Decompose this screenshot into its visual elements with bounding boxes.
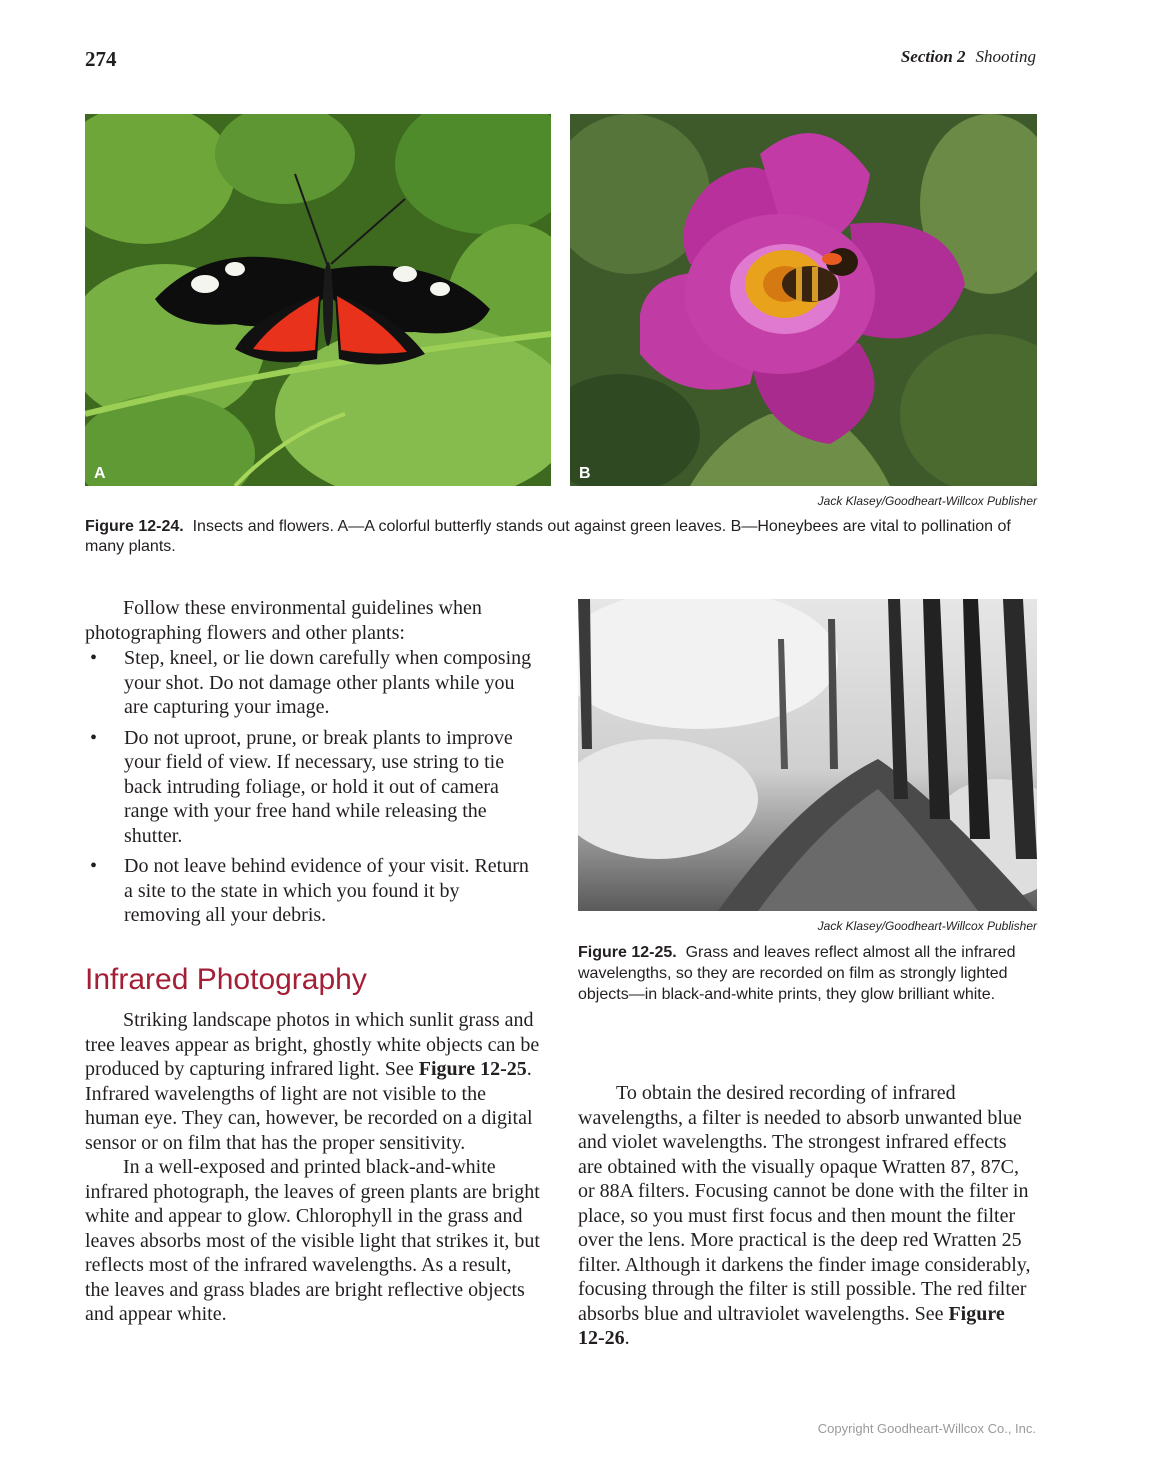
figure-12-25-reference: Figure 12-25 bbox=[418, 1058, 527, 1080]
section-label: Section 2 bbox=[900, 47, 966, 66]
copyright-footer: Copyright Goodheart-Willcox Co., Inc. bbox=[817, 1421, 1036, 1436]
running-header bbox=[901, 47, 1036, 67]
list-item: • Do not leave behind evidence of your visit. Return a site to the state in which you found it by removing all your debris. bbox=[85, 854, 540, 928]
guidelines-list bbox=[85, 646, 540, 928]
filter-text-start: To obtain the desired recording of infrared wavelengths, a filter is needed to absorb unwanted blue and violet wavelengths. The strongest infrared effects are obtained with the visually opaque Wratten 87, 87C, or 88A filters. Focusing cannot be done with the filter in place, so you must first focus and then mount the filter over the lens. More practical is the deep red Wratten 25 filter. Although it darkens the finder image considerably, focusing through the filter is still possible. The red filter absorbs blue and ultraviolet wavelengths. See bbox=[578, 1082, 1031, 1325]
list-item: • Step, kneel, or lie down carefully when composing your shot. Do not damage other plants while you are capturing your image. bbox=[85, 646, 540, 720]
figure-12-24-caption-text: Insects and flowers. A—A colorful butterfly stands out against green leaves. B—Honeybees are vital to pollination of many plants. bbox=[85, 518, 1011, 555]
section-title: Shooting bbox=[975, 47, 1036, 66]
figure-12-25-caption bbox=[578, 942, 1018, 1005]
figure-12-25-label: Figure 12-25. bbox=[578, 944, 677, 961]
figure-12-25-caption-text: Grass and leaves reflect almost all the infrared wavelengths, so they are recorded on film as strongly lighted objects—in black-and-white prints, they glow brilliant white. bbox=[578, 944, 1016, 1003]
infrared-text bbox=[85, 1008, 540, 1327]
butterfly-photo bbox=[85, 114, 551, 486]
infrared-paragraph-1 bbox=[85, 1008, 540, 1155]
flower-bee-photo bbox=[570, 114, 1037, 486]
panel-label-b: B bbox=[579, 465, 591, 482]
infrared-forest-photo bbox=[578, 599, 1037, 911]
guidelines-intro: Follow these environmental guidelines when photographing flowers and other plants: bbox=[85, 597, 482, 644]
figure-12-26-reference: Figure 12-26 bbox=[578, 1302, 1005, 1349]
list-item: • Do not uproot, prune, or break plants to improve your field of view. If necessary, use string to tie back intruding foliage, or hold it out of camera range with your free hand while releasing the shutter. bbox=[85, 726, 540, 849]
section-heading: Infrared Photography bbox=[85, 963, 367, 996]
flower-illustration bbox=[570, 114, 1037, 486]
figure-12-24-caption bbox=[85, 517, 1037, 557]
filter-paragraph bbox=[578, 1081, 1033, 1351]
filter-text-end: . bbox=[624, 1327, 630, 1349]
forest-illustration bbox=[578, 599, 1037, 911]
left-column bbox=[85, 596, 540, 928]
page-number: 274 bbox=[85, 47, 117, 71]
para1-start: Striking landscape photos in which sunlit grass and tree leaves appear as bright, ghostly white objects can be produced by capturing infrared light. See bbox=[85, 1009, 540, 1080]
panel-label-a: A bbox=[94, 465, 106, 482]
figure-12-25-credit: Jack Klasey/Goodheart-Willcox Publisher bbox=[817, 919, 1037, 933]
para1-end: . Infrared wavelengths of light are not visible to the human eye. They can, however, be recorded on a digital sensor or on film that has the proper sensitivity. bbox=[85, 1058, 533, 1154]
figure-12-24-credit: Jack Klasey/Goodheart-Willcox Publisher bbox=[817, 494, 1037, 508]
infrared-paragraph-2: In a well-exposed and printed black-and-white infrared photograph, the leaves of green plants are bright white and appear to glow. Chlorophyll in the grass and leaves absorbs most of the visible light that strikes it, but reflects most of the infrared wavelengths. As a result, the leaves and grass blades are bright reflective objects and appear white. bbox=[85, 1156, 540, 1325]
butterfly-illustration bbox=[85, 114, 551, 486]
right-column bbox=[578, 1081, 1033, 1351]
figure-12-24-label: Figure 12-24. bbox=[85, 518, 184, 535]
